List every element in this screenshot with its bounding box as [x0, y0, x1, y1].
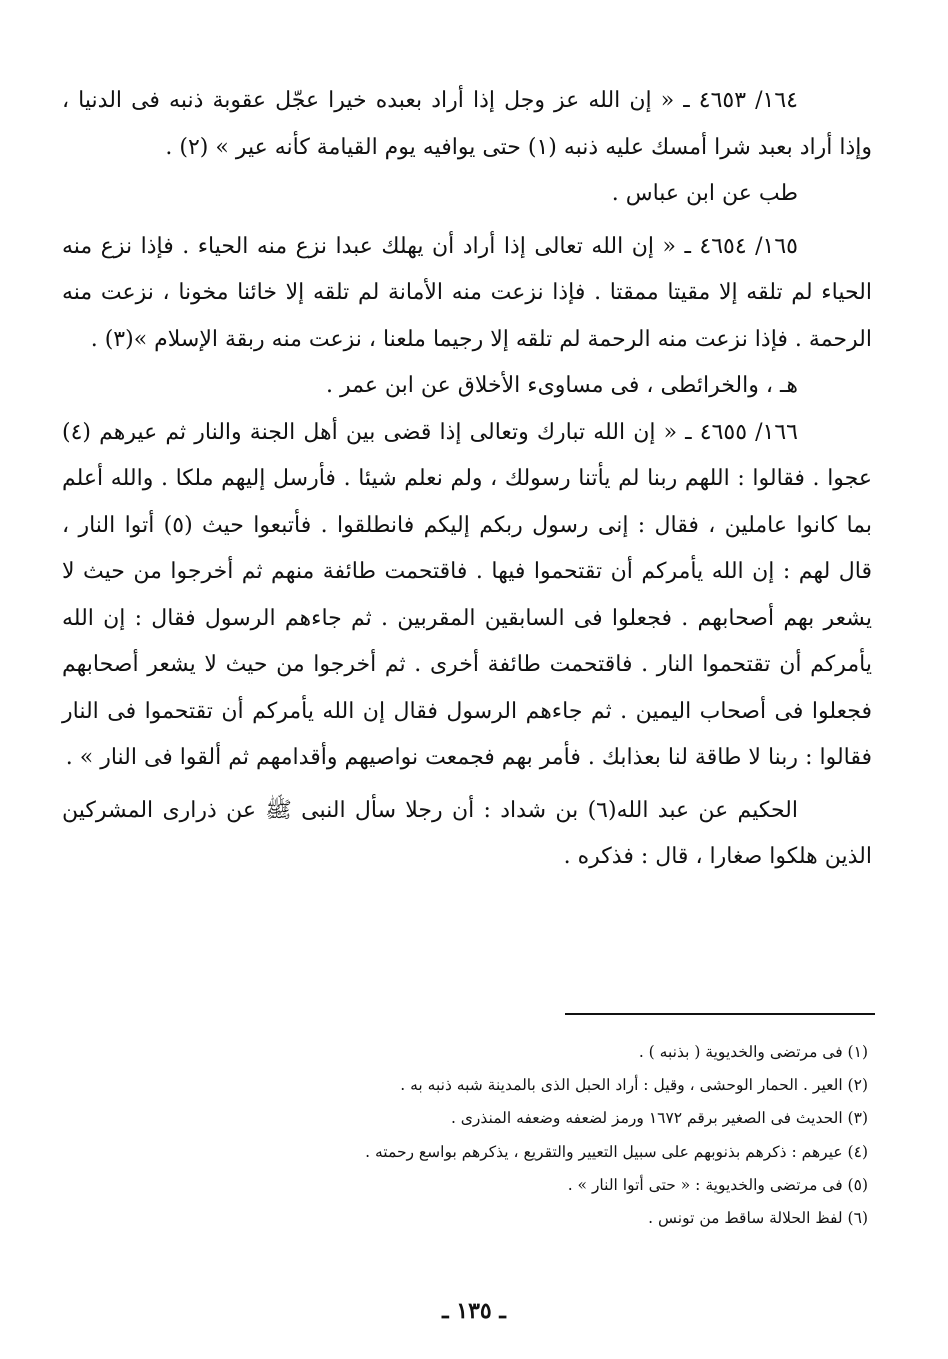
- hadith-164: [62, 78, 872, 171]
- hadith-166-line-5: بهم أصحابهم . فجعلوا فى السابقين المقربين . ثم جاءهم الرسول فقال : إن الله يأمركم أن: [62, 605, 872, 677]
- hadith-165-line-2: الحياء لم تلقه إلا مقيتا ممقتا . فإذا نزعت منه الأمانة لم تلقه إلا خائنا مخونا ، نزعت منه: [62, 280, 872, 305]
- hadith-166-source-line-1: الحكيم عن عبد الله(٦) بن شداد : أن رجلا سأل النبى ﷺ عن ذرارى المشركين: [62, 797, 798, 823]
- hadith-166-source: [62, 788, 872, 881]
- hadith-165: [62, 224, 872, 364]
- hadith-166-line-6: تقتحموا النار . فاقتحمت طائفة أخرى . ثم أخرجوا من حيث لا يشعر أصحابهم فجعلوا: [62, 652, 872, 724]
- hadith-165-line-3: الرحمة . فإذا نزعت منه الرحمة لم تلقه إلا رجيما ملعنا ، نزعت منه ربقة الإسلام »(٣) .: [90, 326, 872, 352]
- hadith-165-line-1: ١٦٥/ ٤٦٥٤ ـ « إن الله تعالى إذا أراد أن يهلك عبدا نزع منه الحياء . فإذا نزع منه: [62, 233, 798, 259]
- footnotes: [62, 1036, 868, 1235]
- hadith-166-line-7: فى أصحاب اليمين . ثم جاءهم الرسول فقال إن الله يأمركم أن تقتحموا فى النار فقالوا :: [62, 698, 872, 770]
- hadith-164-source: طب عن ابن عباس .: [611, 181, 798, 206]
- hadith-164-line-1: ١٦٤/ ٤٦٥٣ ـ « إن الله عز وجل إذا أراد بعبده خيرا عجّل عقوبة ذنبه فى الدنيا ،: [62, 88, 798, 113]
- hadith-166-source-line-2: الذين هلكوا صغارا ، قال : فذكره .: [563, 844, 872, 869]
- hadith-166: [62, 410, 872, 782]
- footnote-1: (١) فى مرتضى والخديوية ( بذنبه ) .: [638, 1043, 868, 1061]
- footnote-6: (٦) لفظ الحلالة ساقط من تونس .: [648, 1209, 868, 1228]
- footnote-5: (٥) فى مرتضى والخديوية : « حتى أتوا النار » .: [567, 1175, 868, 1194]
- footnote-2: (٢) العير . الحمار الوحشى ، وقيل : أراد الحبل الذى بالمدينة شبه ذنبه به .: [400, 1076, 868, 1095]
- hadith-166-line-1: ١٦٦/ ٤٦٥٥ ـ « إن الله تبارك وتعالى إذا قضى بين أهل الجنة والنار ثم عيرهم (٤): [62, 419, 798, 445]
- hadith-166-line-4: لهم : إن الله يأمركم أن تقتحموا فيها . فاقتحمت طائفة منهم ثم أخرجوا من حيث لا يشعر: [62, 559, 872, 631]
- hadith-164-line-2: وإذا أراد بعبد شرا أمسك عليه ذنبه (١) حتى يوافيه يوم القيامة كأنه عير » (٢) .: [165, 134, 872, 160]
- footnote-4: (٤) عيرهم : ذكرهم بذنوبهم على سبيل التعيير والتقريع ، يذكرهم بواسع رحمته .: [365, 1142, 868, 1161]
- main-text: [62, 78, 872, 881]
- hadith-166-line-3: بما كانوا عاملين ، فقال : إنى رسول ربكم إليكم فانطلقوا . فأتبعوا حيث (٥) أتوا النار ، قال: [62, 512, 872, 584]
- footnote-separator: [565, 1013, 875, 1015]
- page-number: ـ ١٣٥ ـ: [442, 1298, 506, 1324]
- hadith-166-line-8: ربنا لا طاقة لنا بعذابك . فأمر بهم فجمعت نواصيهم وأقدامهم ثم ألقوا فى النار » .: [65, 745, 799, 770]
- hadith-165-source: هـ ، والخرائطى ، فى مساوىء الأخلاق عن ابن عمر .: [325, 373, 798, 398]
- footnote-3: (٣) الحديث فى الصغير برقم ١٦٧٢ ورمز لضعفه وضعفه المنذرى .: [450, 1109, 868, 1128]
- hadith-166-line-2: عجوا . فقالوا : اللهم ربنا لم يأتنا رسولك ، ولم نعلم شيئا . فأرسل إليهم ملكا . والله أعلم: [62, 466, 872, 491]
